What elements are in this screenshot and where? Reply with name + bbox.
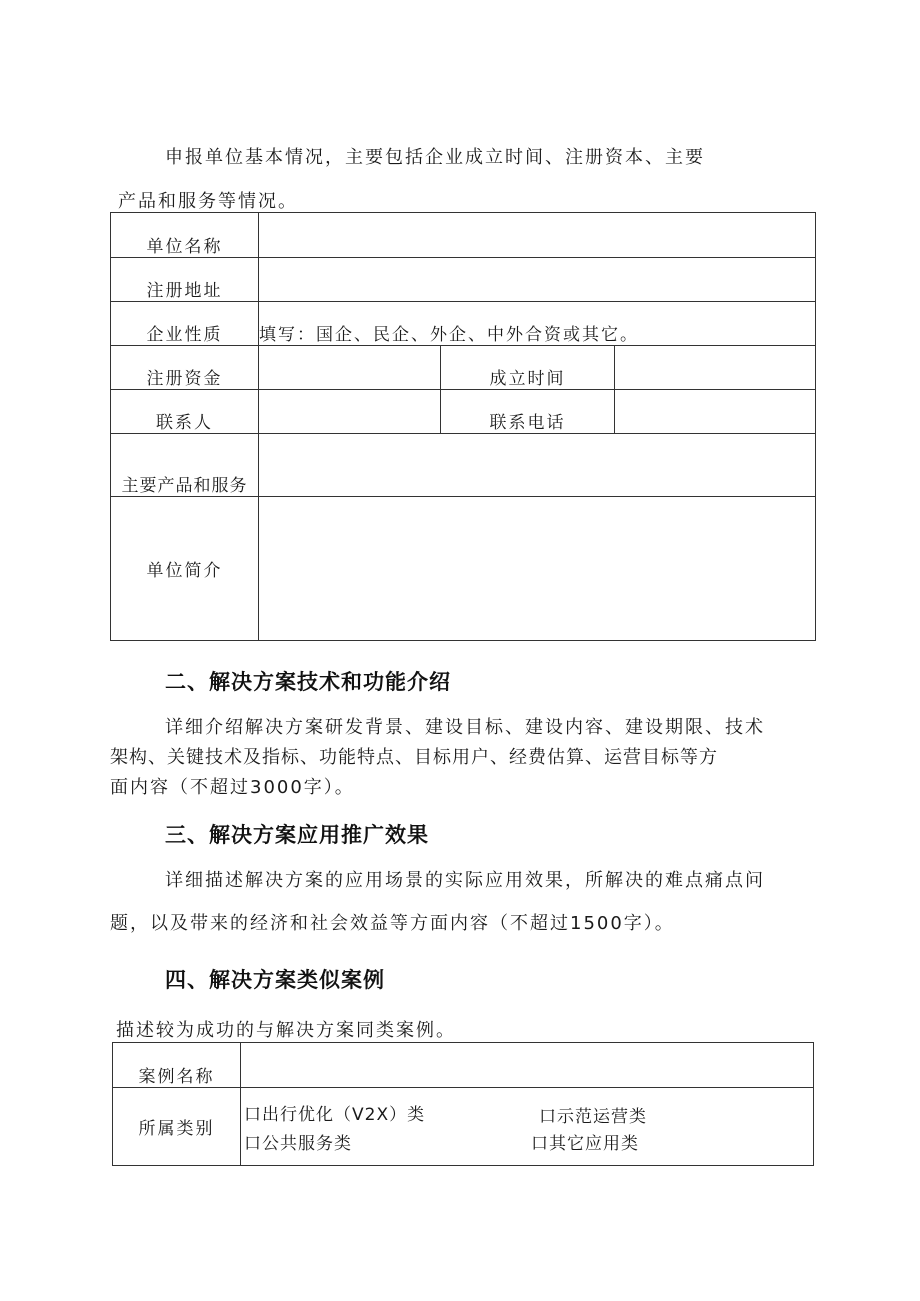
contact-field[interactable] xyxy=(259,390,441,434)
table-row xyxy=(111,390,816,434)
section-2-line-1: 详细介绍解决方案研发背景、建设目标、建设内容、建设期限、技术 xyxy=(165,717,765,738)
case-table xyxy=(112,1042,814,1166)
category-option-demo-operation[interactable]: 口示范运营类 xyxy=(539,1107,647,1127)
table-row xyxy=(111,346,816,390)
section-2-line-2: 架构、关键技术及指标、功能特点、目标用户、经费估算、运营目标等方 xyxy=(110,747,718,768)
section-3-line-2: 题，以及带来的经济和社会效益等方面内容（不超过1500字）。 xyxy=(110,913,675,934)
company-info-table xyxy=(110,212,816,641)
table-row xyxy=(111,497,816,641)
phone-field[interactable] xyxy=(615,390,816,434)
phone-label: 联系电话 xyxy=(441,390,615,434)
capital-field[interactable] xyxy=(259,346,441,390)
case-name-label: 案例名称 xyxy=(113,1043,241,1088)
established-field[interactable] xyxy=(615,346,816,390)
contact-label: 联系人 xyxy=(111,390,259,434)
profile-field[interactable] xyxy=(259,497,816,641)
company-name-field[interactable] xyxy=(259,213,816,258)
profile-label: 单位简介 xyxy=(111,497,259,641)
section-2-heading: 二、解决方案技术和功能介绍 xyxy=(165,670,451,694)
capital-label: 注册资金 xyxy=(111,346,259,390)
table-row xyxy=(111,213,816,258)
established-label: 成立时间 xyxy=(441,346,615,390)
section-3-line-1: 详细描述解决方案的应用场景的实际应用效果，所解决的难点痛点问 xyxy=(165,870,765,891)
nature-field[interactable]: 填写：国企、民企、外企、中外合资或其它。 xyxy=(259,302,816,346)
products-field[interactable] xyxy=(259,434,816,497)
company-name-label: 单位名称 xyxy=(111,213,259,258)
case-category-label: 所属类别 xyxy=(113,1088,241,1166)
table-row xyxy=(113,1088,814,1166)
table-row xyxy=(111,258,816,302)
section-4-intro: 描述较为成功的与解决方案同类案例。 xyxy=(116,1020,456,1041)
nature-label: 企业性质 xyxy=(111,302,259,346)
table-row xyxy=(113,1043,814,1088)
case-name-field[interactable] xyxy=(241,1043,814,1088)
category-option-public-service[interactable]: 口公共服务类 xyxy=(244,1134,352,1154)
table-row xyxy=(111,434,816,497)
category-option-other-application[interactable]: 口其它应用类 xyxy=(531,1134,639,1154)
table-row xyxy=(111,302,816,346)
category-option-v2x[interactable]: 口出行优化（V2X）类 xyxy=(244,1105,426,1125)
case-category-field xyxy=(241,1088,814,1166)
address-label: 注册地址 xyxy=(111,258,259,302)
intro-line-1: 申报单位基本情况，主要包括企业成立时间、注册资本、主要 xyxy=(165,147,705,168)
section-3-heading: 三、解决方案应用推广效果 xyxy=(165,823,429,847)
intro-line-2: 产品和服务等情况。 xyxy=(118,191,298,212)
section-4-heading: 四、解决方案类似案例 xyxy=(165,968,385,992)
address-field[interactable] xyxy=(259,258,816,302)
section-2-line-3: 面内容（不超过3000字）。 xyxy=(110,777,355,798)
products-label: 主要产品和服务 xyxy=(111,434,259,497)
